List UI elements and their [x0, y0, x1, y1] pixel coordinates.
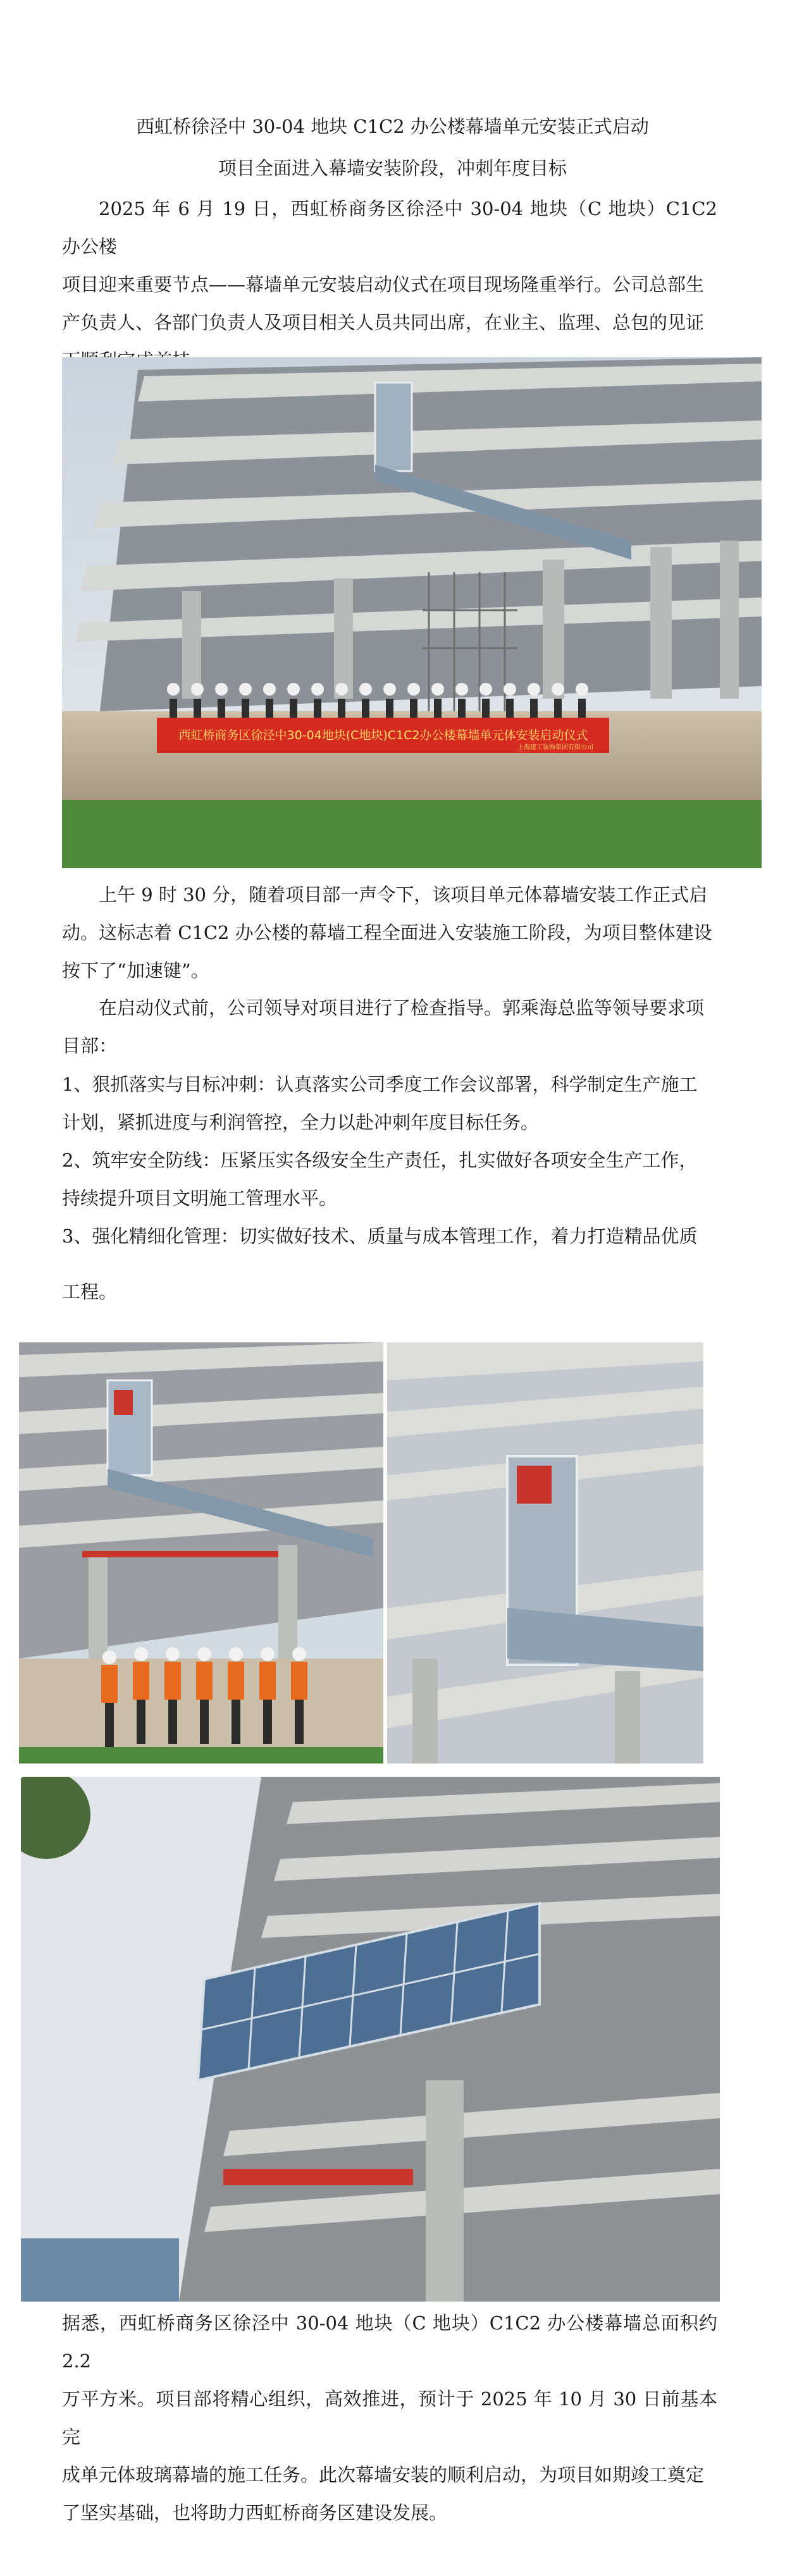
requirements-list	[62, 1065, 717, 1311]
intro-line: 产负责人、各部门负责人及项目相关人员共同出席，在业主、监理、总包的见证	[62, 312, 705, 333]
glass-curtain-wall-photo	[21, 1777, 720, 2302]
requirement-1	[62, 1065, 717, 1141]
intro-paragraph	[62, 190, 717, 379]
start-line: 上午 9 时 30 分，随着项目部一声令下，该项目单元体幕墙安装工作正式启	[99, 884, 708, 905]
requirement-line: 计划，紧抓进度与利润管控，全力以赴冲刺年度目标任务。	[62, 1112, 540, 1133]
inspection-paragraph	[62, 989, 717, 1065]
requirement-line: 持续提升项目文明施工管理水平。	[62, 1187, 338, 1209]
requirement-2	[62, 1141, 717, 1217]
requirement-line: 3、强化精细化管理：切实做好技术、质量与成本管理工作，着力打造精品优质	[62, 1225, 698, 1247]
intro-line: 项目迎来重要节点——幕墙单元安装启动仪式在项目现场隆重举行。公司总部生	[62, 274, 705, 295]
banner-text: 西虹桥商务区徐泾中30-04地块(C地块)C1C2办公楼幕墙单元体安装启动仪式	[178, 728, 588, 742]
start-line: 动。这标志着 C1C2 办公楼的幕墙工程全面进入安装施工阶段，为项目整体建设	[62, 922, 712, 943]
curtain-wall-unit-photo	[387, 1342, 703, 1763]
inspection-line: 目部：	[62, 1035, 118, 1057]
requirement-line: 1、狠抓落实与目标冲刺：认真落实公司季度工作会议部署，科学制定生产施工	[62, 1074, 698, 1095]
closing-line: 成单元体玻璃幕墙的施工任务。此次幕墙安装的顺利启动，为项目如期竣工奠定	[62, 2464, 705, 2486]
ceremony-group-photo	[62, 357, 762, 868]
start-line: 按下了“加速键”。	[62, 960, 209, 981]
banner-sub-text: 上海建工装饰集团有限公司	[517, 744, 593, 751]
article-title-line2: 项目全面进入幕墙安装阶段，冲刺年度目标	[218, 157, 567, 179]
inspection-line: 在启动仪式前，公司领导对项目进行了检查指导。郭乘海总监等领导要求项	[99, 997, 705, 1019]
closing-line: 了坚实基础，也将助力西虹桥商务区建设发展。	[62, 2502, 448, 2524]
start-paragraph	[62, 876, 717, 990]
article-title-line1: 西虹桥徐泾中 30-04 地块 C1C2 办公楼幕墙单元安装正式启动	[136, 116, 649, 137]
closing-line: 据悉，西虹桥商务区徐泾中 30-04 地块（C 地块）C1C2 办公楼幕墙总面积约 2.2	[62, 2312, 717, 2372]
closing-line: 万平方米。项目部将精心组织，高效推进，预计于 2025 年 10 月 30 日前基本完	[62, 2388, 717, 2448]
closing-paragraph	[62, 2304, 717, 2532]
requirement-line: 工程。	[62, 1281, 118, 1303]
requirement-line: 2、筑牢安全防线：压紧压实各级安全生产责任，扎实做好各项安全生产工作，	[62, 1150, 698, 1171]
leaders-group-photo	[19, 1342, 383, 1763]
intro-line: 2025 年 6 月 19 日，西虹桥商务区徐泾中 30-04 地块（C 地块）C1C2 办公楼	[62, 198, 717, 257]
requirement-3	[62, 1217, 717, 1311]
